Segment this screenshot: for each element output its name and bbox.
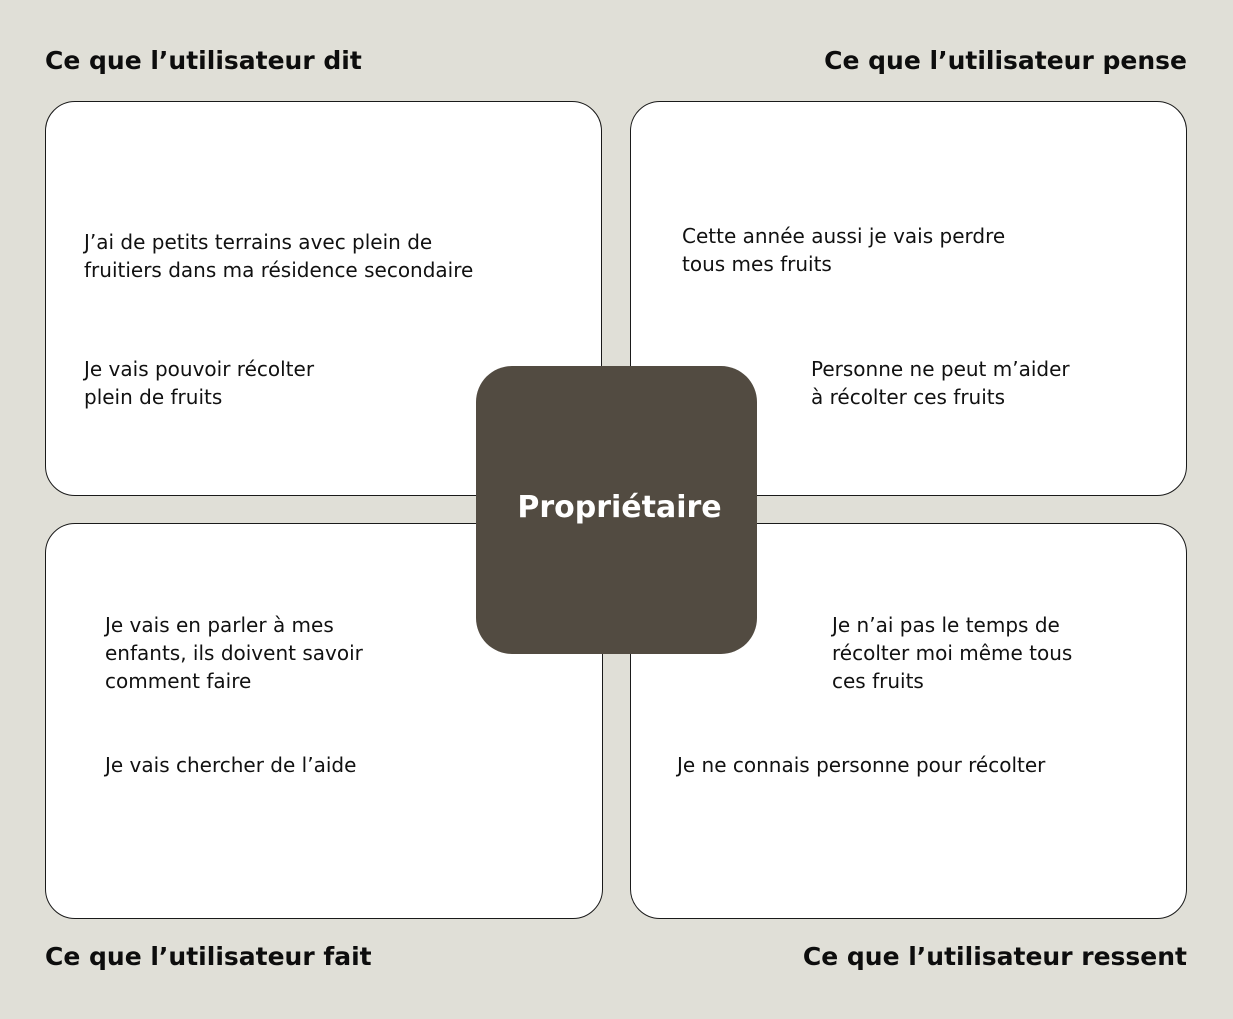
note-feels-temps: Je n’ai pas le temps de récolter moi même tous ces fruits (832, 613, 1073, 693)
note-does-enfants: Je vais en parler à mes enfants, ils doivent savoir comment faire (105, 613, 363, 693)
title-feels: Ce que l’utilisateur ressent (802, 942, 1187, 971)
title-does: Ce que l’utilisateur fait (45, 942, 372, 971)
note-thinks-perdre: Cette année aussi je vais perdre tous mes fruits (682, 224, 1006, 276)
note-says-recolter: Je vais pouvoir récolter plein de fruits (84, 357, 315, 409)
note-feels-personne: Je ne connais personne pour récolter (677, 753, 1046, 777)
note-says-terrains: J’ai de petits terrains avec plein de fruitiers dans ma résidence secondaire (84, 230, 474, 282)
note-does-chercher: Je vais chercher de l’aide (105, 753, 357, 777)
title-thinks: Ce que l’utilisateur pense (824, 46, 1187, 75)
persona-label: Propriétaire (517, 490, 722, 525)
title-says: Ce que l’utilisateur dit (45, 46, 362, 75)
note-thinks-aide: Personne ne peut m’aider à récolter ces fruits (811, 357, 1070, 409)
